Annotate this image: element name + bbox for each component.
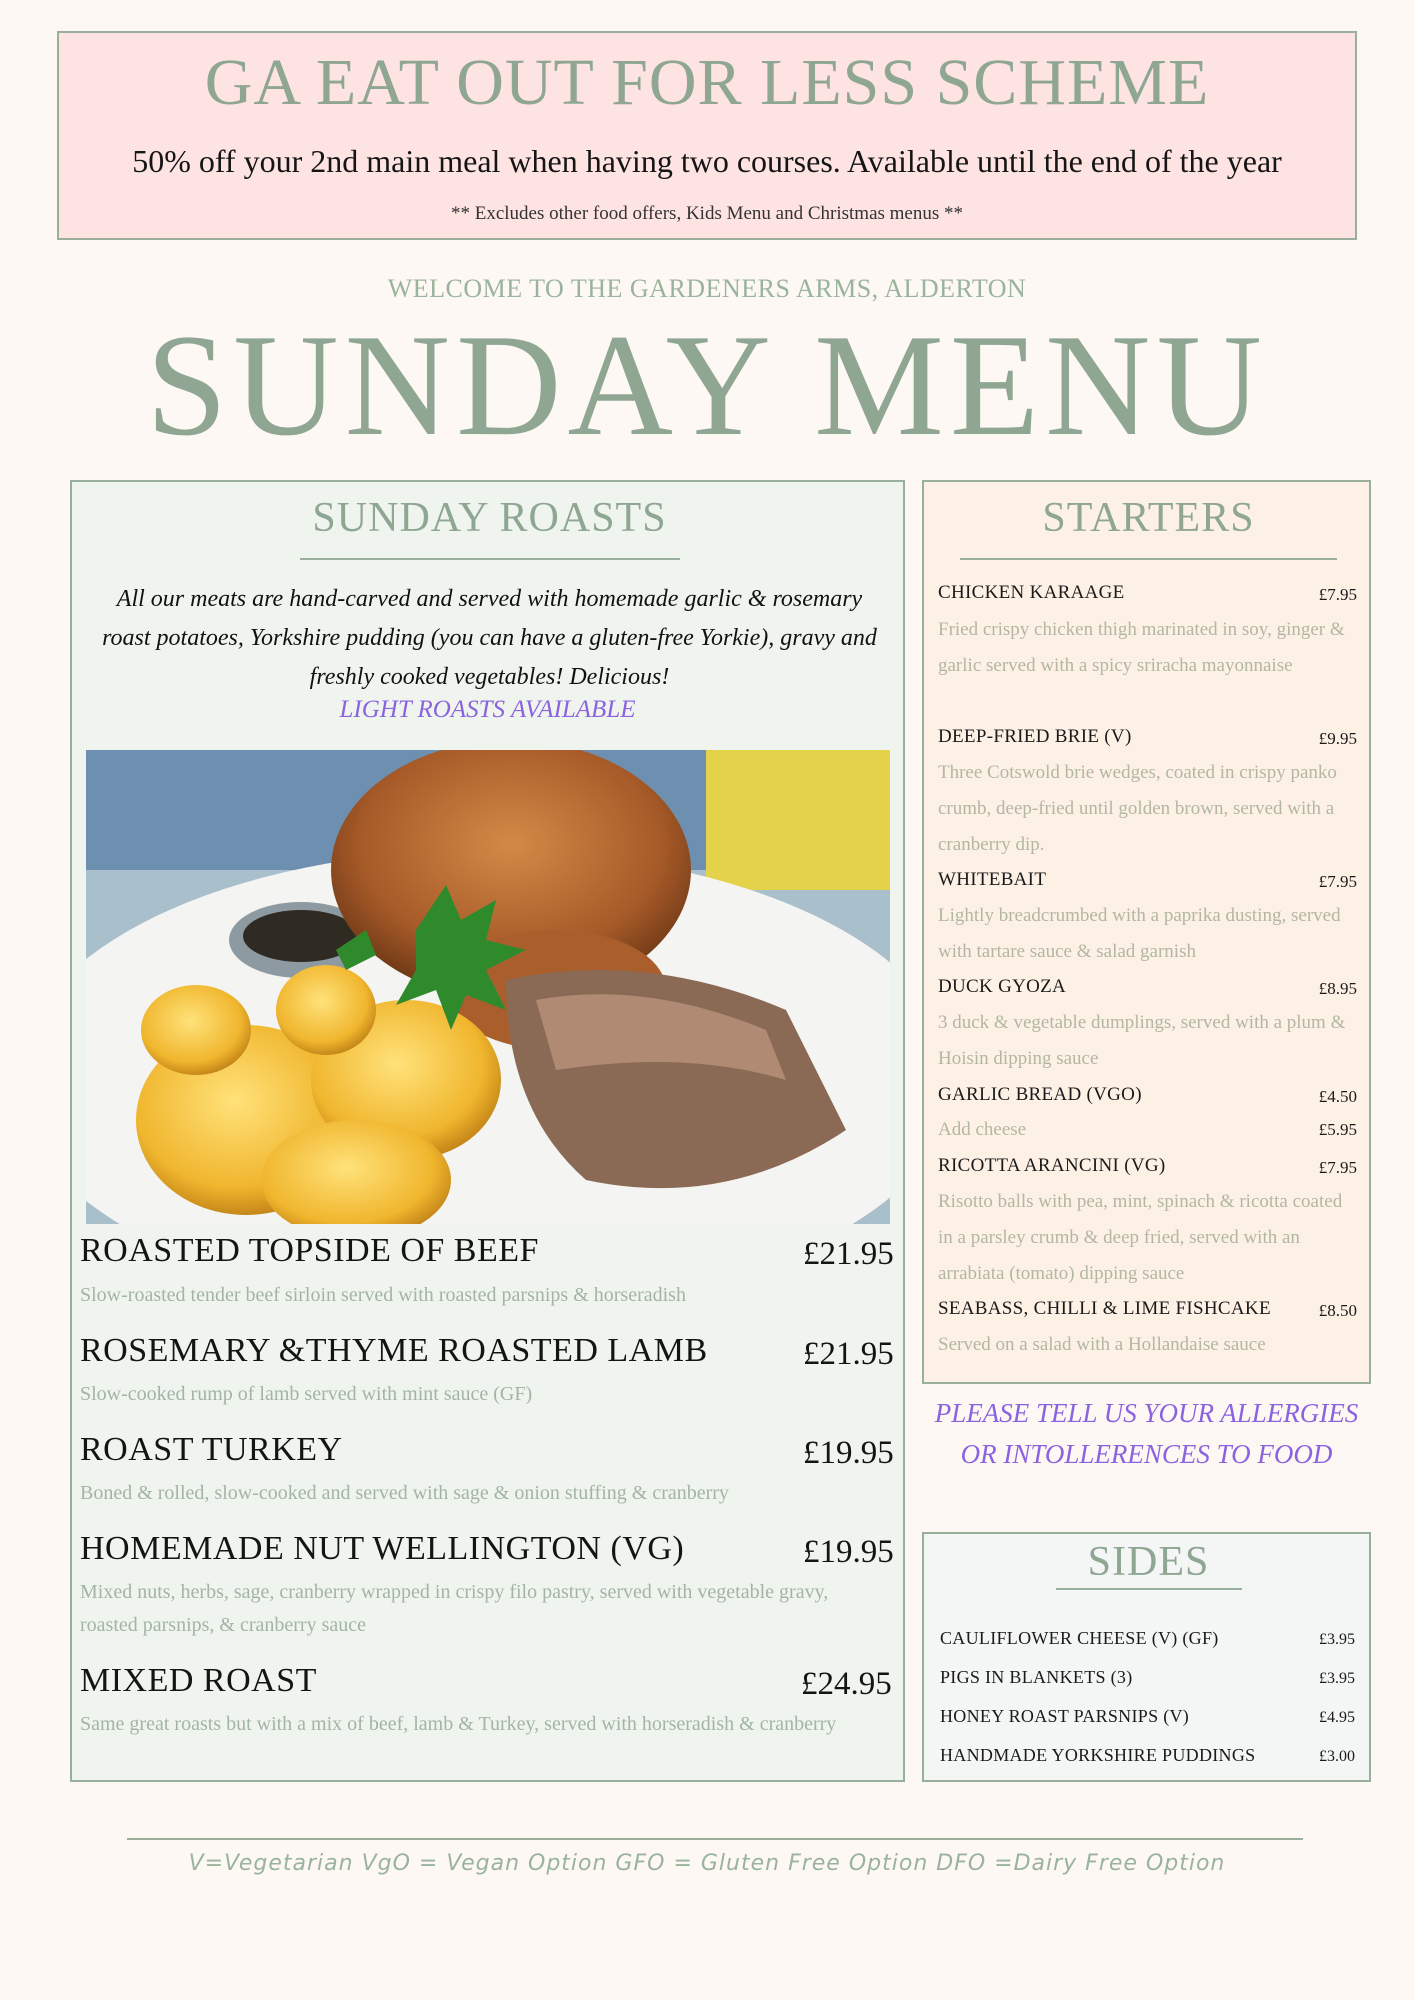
side-price: £3.95 bbox=[1319, 1670, 1355, 1687]
side-name: PIGS IN BLANKETS (3) bbox=[940, 1667, 1133, 1687]
dish-description: Slow-cooked rump of lamb served with mint sauce (GF) bbox=[80, 1383, 533, 1405]
starter-description: Lightly breadcrumbed with a paprika dusting, served with tartare sauce & salad garnish bbox=[938, 905, 1341, 962]
starter-price: £7.95 bbox=[1318, 872, 1357, 891]
dish-name: MIXED ROAST bbox=[80, 1662, 317, 1699]
light-roasts-note: LIGHT ROASTS AVAILABLE bbox=[339, 696, 636, 723]
dish-name: ROASTED TOPSIDE OF BEEF bbox=[80, 1232, 539, 1269]
side-name: HONEY ROAST PARSNIPS (V) bbox=[940, 1706, 1190, 1726]
dish-name: ROSEMARY &THYME ROASTED LAMB bbox=[80, 1332, 708, 1369]
side-name: HANDMADE YORKSHIRE PUDDINGS bbox=[940, 1745, 1256, 1765]
starter-price: £8.95 bbox=[1318, 979, 1357, 998]
dish-name: HOMEMADE NUT WELLINGTON (VG) bbox=[80, 1530, 685, 1567]
side-price: £4.95 bbox=[1319, 1709, 1355, 1726]
dish-price: £19.95 bbox=[803, 1435, 894, 1471]
dish-description: Same great roasts but with a mix of beef, lamb & Turkey, served with horseradish & cranberry bbox=[80, 1713, 837, 1735]
starter-price: £4.50 bbox=[1318, 1087, 1357, 1106]
starter-price: £8.50 bbox=[1318, 1301, 1357, 1320]
starter-price: £7.95 bbox=[1318, 585, 1357, 604]
starter-name: SEABASS, CHILLI & LIME FISHCAKE bbox=[938, 1298, 1271, 1319]
allergy-notice: PLEASE TELL US YOUR ALLERGIES OR INTOLLERENCES TO FOOD bbox=[934, 1398, 1359, 1469]
roasts-intro: All our meats are hand-carved and served with homemade garlic & rosemary roast potatoes, Yorkshire pudding (you can have a gluten-free Yorkie), gravy and freshly cooked vegetables! Delicious! bbox=[102, 586, 877, 690]
starter-name: DUCK GYOZA bbox=[938, 976, 1067, 997]
dish-price: £21.95 bbox=[803, 1336, 894, 1372]
roast-dinner-illustration bbox=[86, 750, 890, 1224]
starter-description: Three Cotswold brie wedges, coated in crispy panko crumb, deep-fried until golden brown, served with a cranberry dip. bbox=[938, 762, 1337, 855]
side-price: £3.00 bbox=[1319, 1748, 1355, 1765]
roasts-title: SUNDAY ROASTS bbox=[312, 495, 667, 541]
starters-title: STARTERS bbox=[1042, 495, 1255, 541]
starters-panel bbox=[922, 480, 1371, 1384]
starter-description: Risotto balls with pea, mint, spinach & ricotta coated in a parsley crumb & deep fried, served with an arrabiata (tomato) dipping sauce bbox=[938, 1191, 1343, 1284]
sides-panel bbox=[922, 1532, 1371, 1782]
starter-description: Fried crispy chicken thigh marinated in soy, ginger & garlic served with a spicy sriracha mayonnaise bbox=[938, 619, 1345, 676]
starter-price: £7.95 bbox=[1318, 1158, 1357, 1177]
offer-banner bbox=[57, 31, 1357, 240]
dish-description: Mixed nuts, herbs, sage, cranberry wrapped in crispy filo pastry, served with vegetable gravy, roasted parsnips, & cranberry sauce bbox=[80, 1581, 829, 1636]
starters-title-rule bbox=[960, 558, 1337, 560]
banner-subtitle: 50% off your 2nd main meal when having two courses. Available until the end of the year bbox=[132, 143, 1282, 179]
dish-description: Slow-roasted tender beef sirloin served with roasted parsnips & horseradish bbox=[80, 1284, 686, 1306]
starter-description: Served on a salad with a Hollandaise sauce bbox=[938, 1334, 1266, 1355]
roasts-title-rule bbox=[300, 558, 680, 560]
starter-name: RICOTTA ARANCINI (VG) bbox=[938, 1155, 1166, 1176]
starter-name: WHITEBAIT bbox=[938, 869, 1047, 890]
side-price: £3.95 bbox=[1319, 1631, 1355, 1648]
starter-name: CHICKEN KARAAGE bbox=[938, 582, 1125, 603]
welcome-text: WELCOME TO THE GARDENERS ARMS, ALDERTON bbox=[387, 274, 1027, 303]
dietary-key: V=Vegetarian VgO = Vegan Option GFO = Gluten Free Option DFO =Dairy Free Option bbox=[188, 1851, 1226, 1876]
dish-price: £19.95 bbox=[803, 1534, 894, 1570]
footer-divider bbox=[127, 1838, 1303, 1840]
menu-title: SUNDAY MENU bbox=[146, 304, 1268, 466]
sides-title: SIDES bbox=[1087, 1539, 1210, 1585]
dish-description: Boned & rolled, slow-cooked and served with sage & onion stuffing & cranberry bbox=[80, 1482, 729, 1504]
banner-note: ** Excludes other food offers, Kids Menu and Christmas menus ** bbox=[450, 203, 964, 224]
sides-title-rule bbox=[1056, 1588, 1242, 1590]
dish-price: £21.95 bbox=[803, 1236, 894, 1272]
starter-description: Add cheese bbox=[938, 1119, 1027, 1140]
dish-price: £24.95 bbox=[801, 1666, 892, 1702]
banner-title: GA EAT OUT FOR LESS SCHEME bbox=[204, 46, 1210, 119]
starter-name: DEEP-FRIED BRIE (V) bbox=[938, 726, 1132, 747]
starter-price: £9.95 bbox=[1318, 729, 1357, 748]
side-name: CAULIFLOWER CHEESE (V) (GF) bbox=[940, 1628, 1219, 1648]
roast-dinner-photo bbox=[86, 750, 890, 1224]
starter-name: GARLIC BREAD (VGO) bbox=[938, 1084, 1142, 1105]
add-cheese-price: £5.95 bbox=[1318, 1120, 1357, 1139]
dish-name: ROAST TURKEY bbox=[80, 1431, 343, 1468]
starter-description: 3 duck & vegetable dumplings, served with a plum & Hoisin dipping sauce bbox=[938, 1012, 1346, 1069]
